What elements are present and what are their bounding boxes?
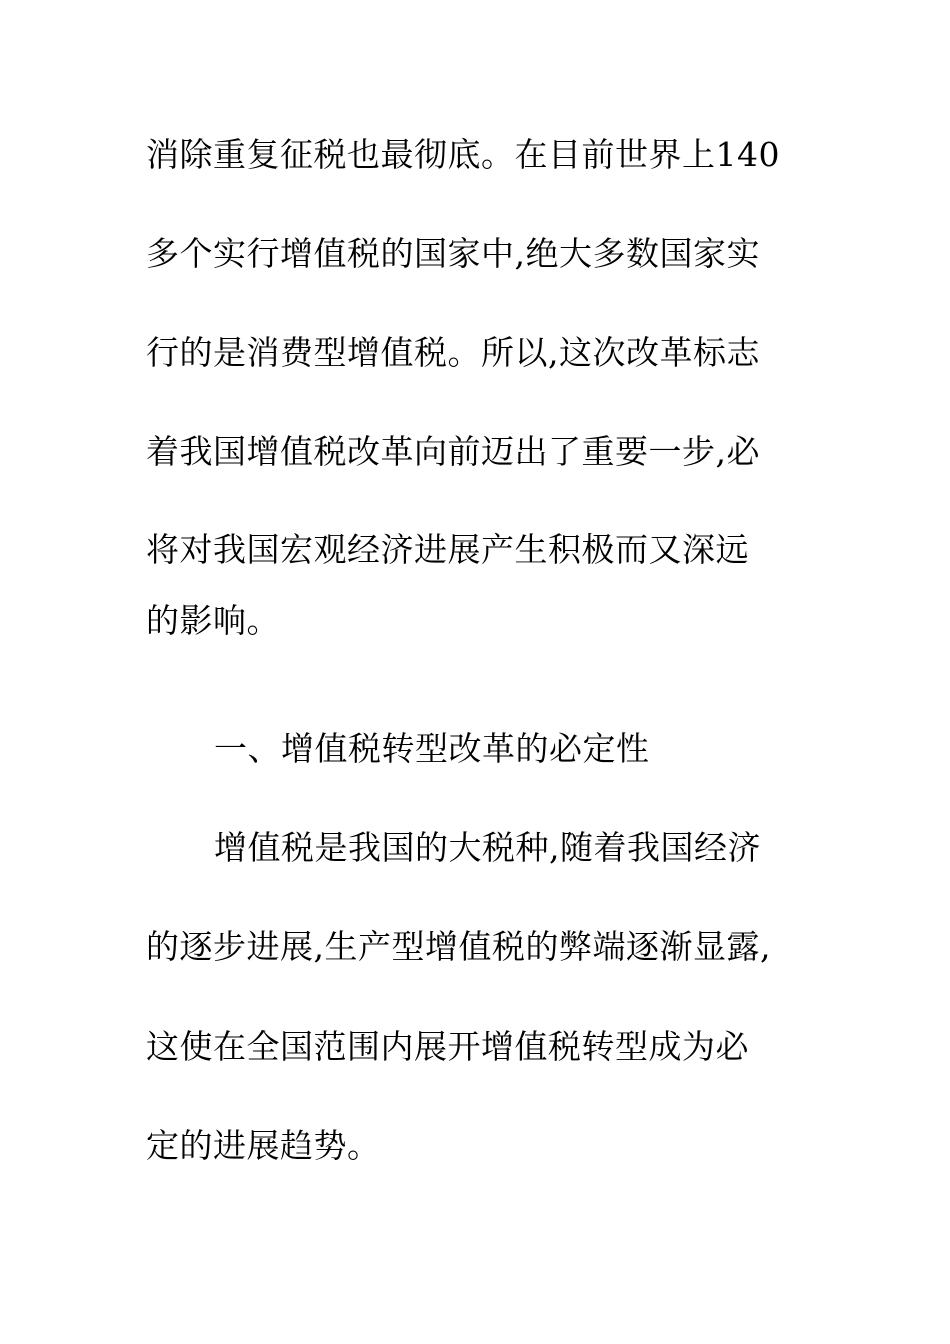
paragraph-line: 将对我国宏观经济进展产生积极而又深远 bbox=[146, 530, 749, 569]
paragraph-line: 着我国增值税改革向前迈出了重要一步,必 bbox=[146, 432, 760, 471]
paragraph-line: 的逐步进展,生产型增值税的弊端逐渐显露, bbox=[146, 927, 771, 966]
paragraph-line: 的影响。 bbox=[146, 601, 280, 640]
paragraph-line: 多个实行增值税的国家中,绝大多数国家实 bbox=[146, 234, 760, 273]
section-heading: 一、增值税转型改革的必定性 bbox=[214, 729, 650, 768]
paragraph-line: 这使在全国范围内展开增值税转型成为必 bbox=[146, 1027, 749, 1066]
paragraph-line: 消除重复征税也最彻底。在目前世界上140 bbox=[146, 135, 780, 174]
paragraph-line: 定的进展趋势。 bbox=[146, 1126, 381, 1165]
paragraph-line: 增值税是我国的大税种,随着我国经济 bbox=[214, 828, 761, 867]
paragraph-line: 行的是消费型增值税。所以,这次改革标志 bbox=[146, 333, 760, 372]
